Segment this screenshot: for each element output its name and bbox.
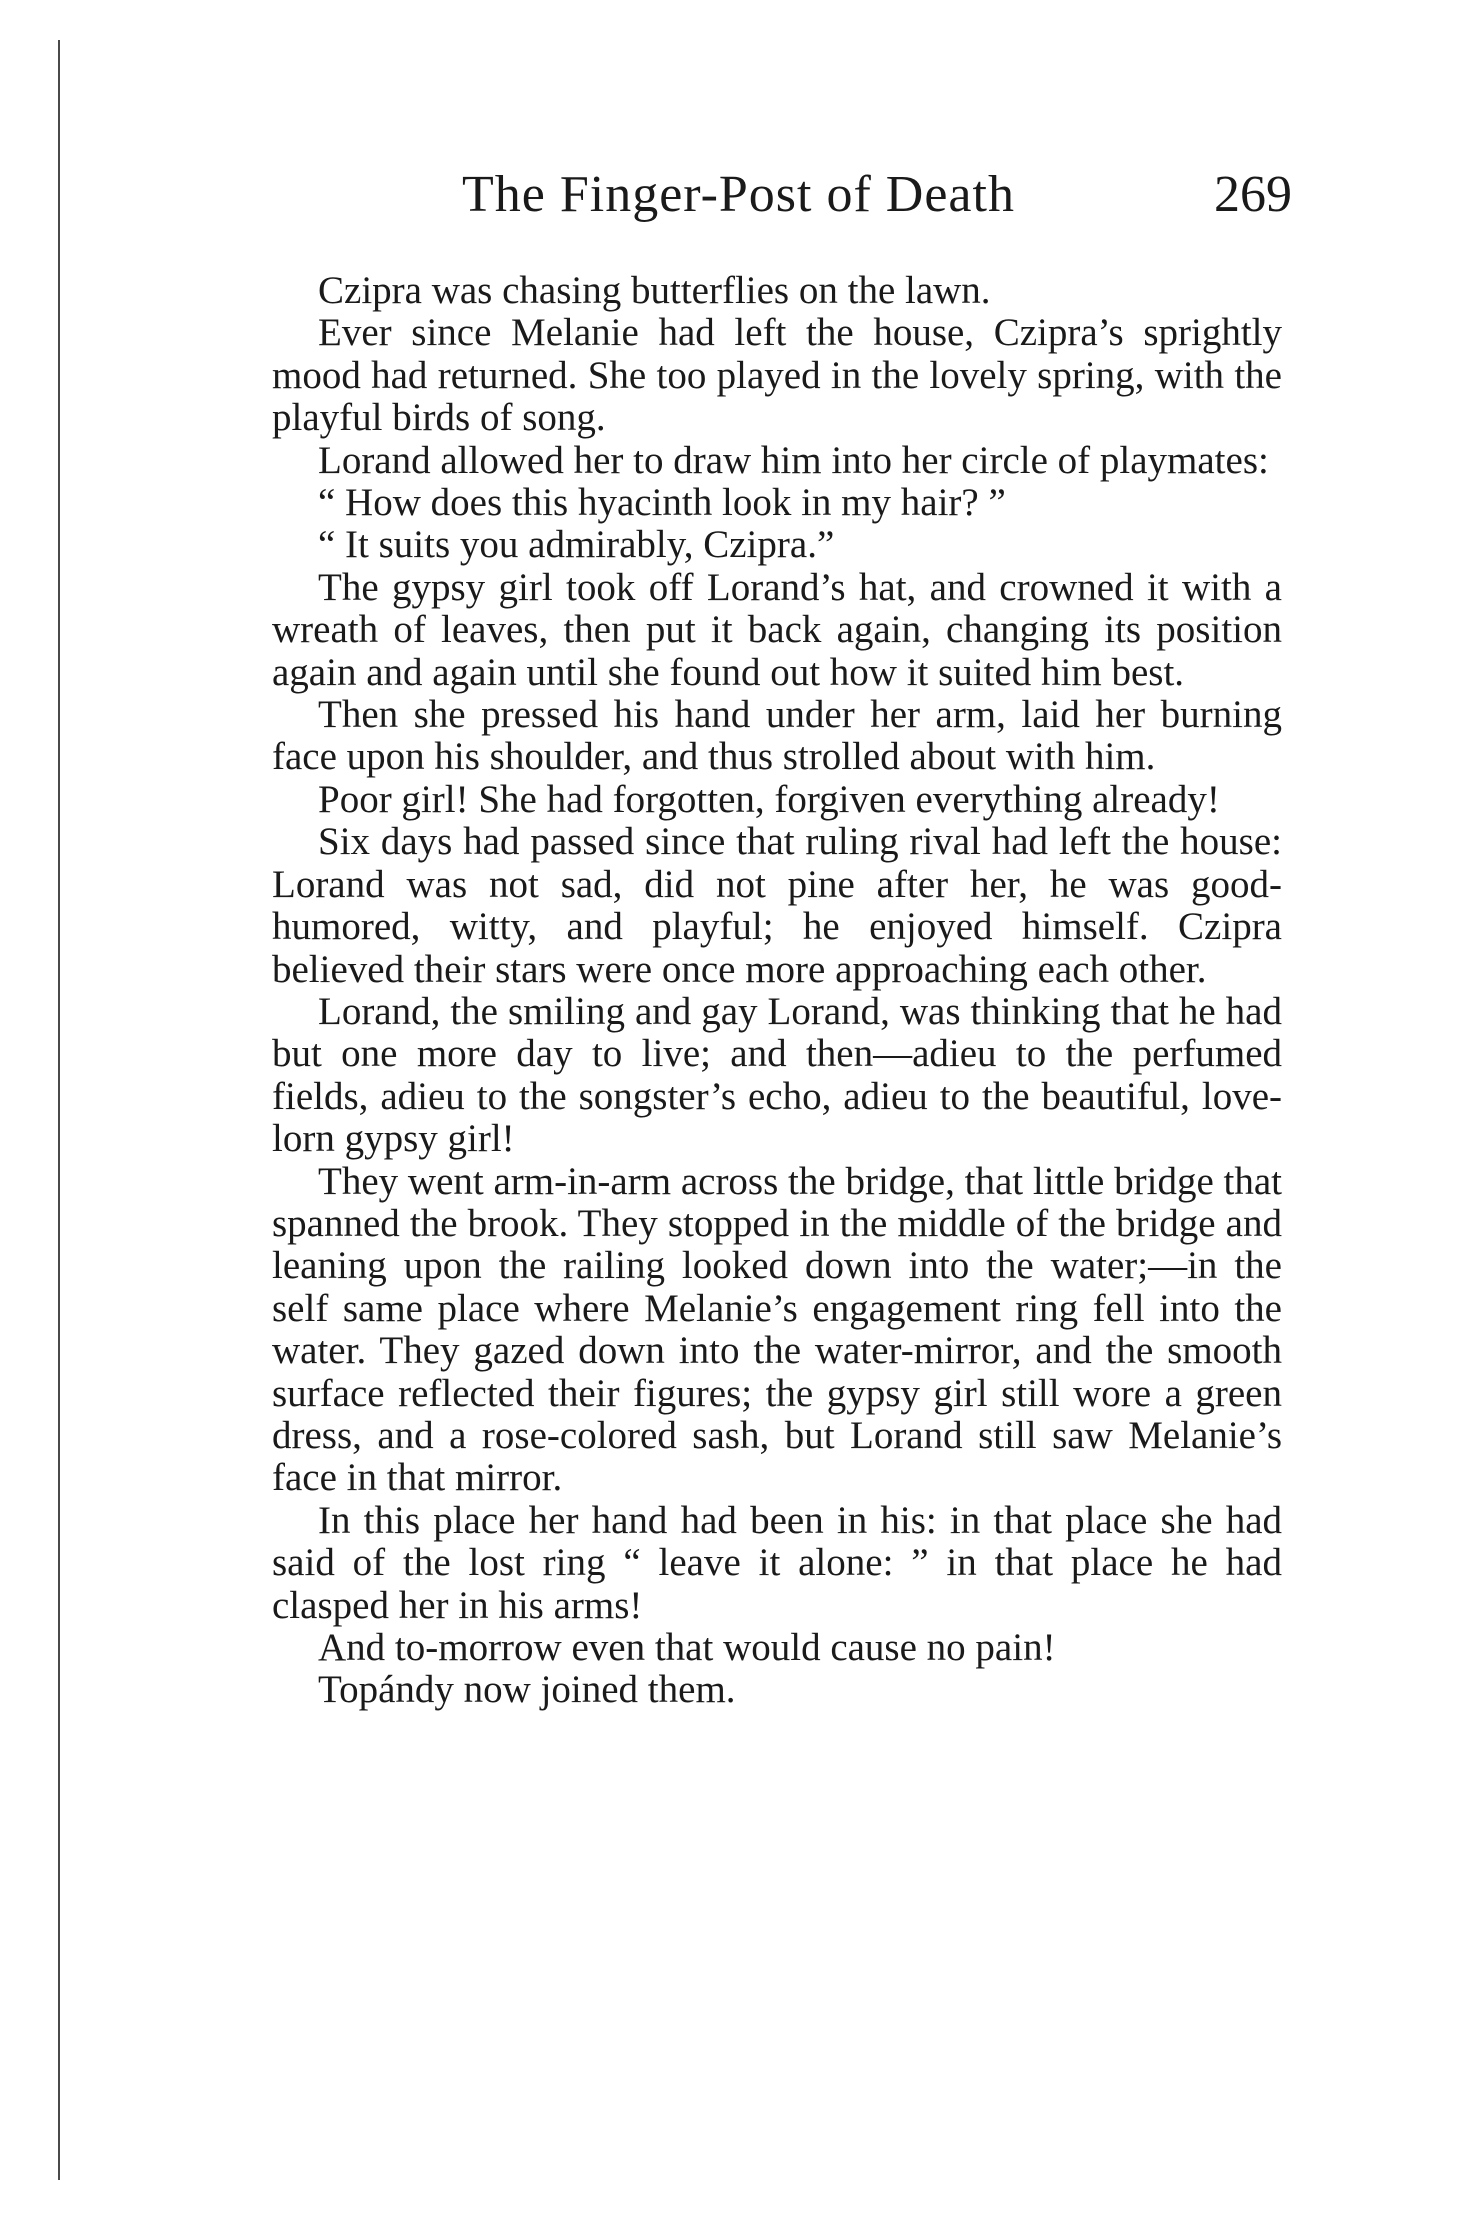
page-header [462,165,1292,235]
page-number: 269 [1214,166,1292,223]
binding-gutter-line [58,40,60,2180]
paragraph: Czipra was chasing butterflies on the lawn. [318,269,991,312]
paragraph: Ever since Melanie had left the house, Czipra’s sprightly mood had returned. She too played in the lovely spring, with the playful birds of song. [272,311,1282,440]
paragraph: The gypsy girl took off Lorand’s hat, and crowned it with a wreath of leaves, then put it back again, changing its position again and again until she found out how it suited him best. [272,565,1282,694]
running-title: The Finger-Post of Death [462,166,1015,223]
paragraph: And to-morrow even that would cause no pain! [318,1626,1056,1669]
paragraph: Lorand, the smiling and gay Lorand, was thinking that he had but one more day to live; and then—adieu to the perfumed fields, adieu to the songster’s echo, adieu to the beautiful, love-lorn gypsy girl! [272,989,1282,1161]
paragraph: They went arm-in-arm across the bridge, that little bridge that spanned the brook. They stopped in the middle of the bridge and leaning upon the railing looked down into the water;—in the self same place where Melanie’s engagement ring fell into the water. They gazed down into the water-mirror, and the smooth surface reflected their figures; the gypsy girl still wore a green dress, and a rose-colored sash, but Lorand still saw Melanie’s face in that mirror. [272,1159,1282,1500]
paragraph: Then she pressed his hand under her arm, laid her burning face upon his shoulder, and thus strolled about with him. [272,693,1282,779]
paragraph: “ How does this hyacinth look in my hair? ” [318,481,1006,525]
paragraph: Poor girl! She had forgotten, forgiven everything already! [318,777,1220,821]
paragraph: In this place her hand had been in his: in that place she had said of the lost ring “ leave it alone: ” in that place he had clasped her in his arms! [272,1498,1282,1627]
body-text [272,270,1282,1712]
paragraph: Six days had passed since that ruling rival had left the house: Lorand was not sad, did not pine after her, he was good-humored, witty, and playful; he enjoyed himself. Czipra believed their stars were once more approaching each other. [272,820,1282,991]
paragraph: Topándy now joined them. [318,1668,736,1712]
paragraph: Lorand allowed her to draw him into her circle of playmates: [318,438,1269,482]
paragraph: “ It suits you admirably, Czipra.” [318,523,835,567]
